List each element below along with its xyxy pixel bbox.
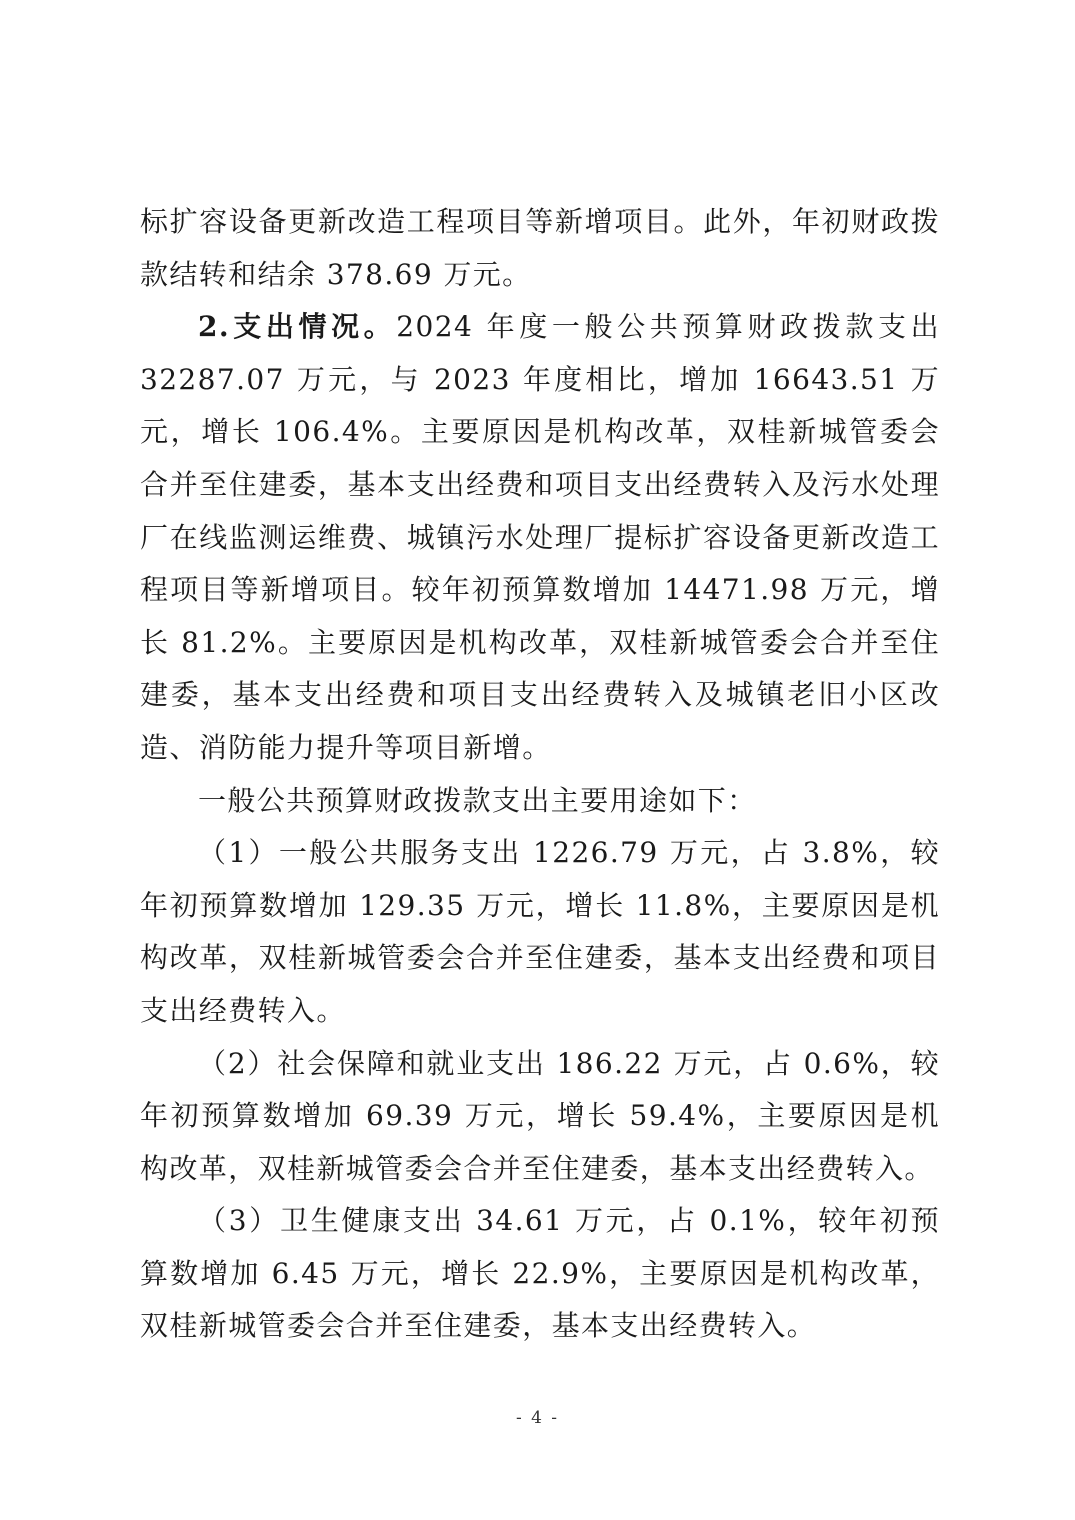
paragraph-item-1: （1）一般公共服务支出 1226.79 万元，占 3.8%，较年初预算数增加 129.35 万元，增长 11.8%，主要原因是机构改革，双桂新城管委会合并至住建委，基本支出经费和项目支出经费转入。 bbox=[140, 836, 940, 1027]
section-heading-expenditure: 2.支出情况。 bbox=[198, 310, 397, 344]
paragraph-continuation: 标扩容设备更新改造工程项目等新增项目。此外，年初财政拨款结转和结余 378.69 万元。 bbox=[140, 205, 940, 291]
paragraph-item-2: （2）社会保障和就业支出 186.22 万元，占 0.6%，较年初预算数增加 69.39 万元，增长 59.4%，主要原因是机构改革，双桂新城管委会合并至住建委，基本支出经费转入。 bbox=[140, 1046, 940, 1185]
paragraph-expenditure bbox=[140, 301, 940, 774]
paragraph-item-3: （3）卫生健康支出 34.61 万元，占 0.1%，较年初预算数增加 6.45 万元，增长 22.9%，主要原因是机构改革，双桂新城管委会合并至住建委，基本支出经费转入。 bbox=[140, 1204, 940, 1343]
page-number: - 4 - bbox=[515, 1408, 560, 1428]
document-body bbox=[140, 196, 940, 1353]
paragraph-usage-intro: 一般公共预算财政拨款支出主要用途如下： bbox=[198, 783, 757, 817]
paragraph-expenditure-body: 2024 年度一般公共预算财政拨款支出 32287.07 万元，与 2023 年度相比，增加 16643.51 万元，增长 106.4%。主要原因是机构改革，双桂新城管委会合并至住建委，基本支出经费和项目支出经费转入及污水处理厂在线监测运维费、城镇污水处理厂提标扩容设备更新改造工程项目等新增项目。较年初预算数增加 14471.98 万元，增长 81.2%。主要原因是机构改革，双桂新城管委会合并至住建委，基本支出经费和项目支出经费转入及城镇老旧小区改造、消防能力提升等项目新增。 bbox=[140, 310, 940, 764]
